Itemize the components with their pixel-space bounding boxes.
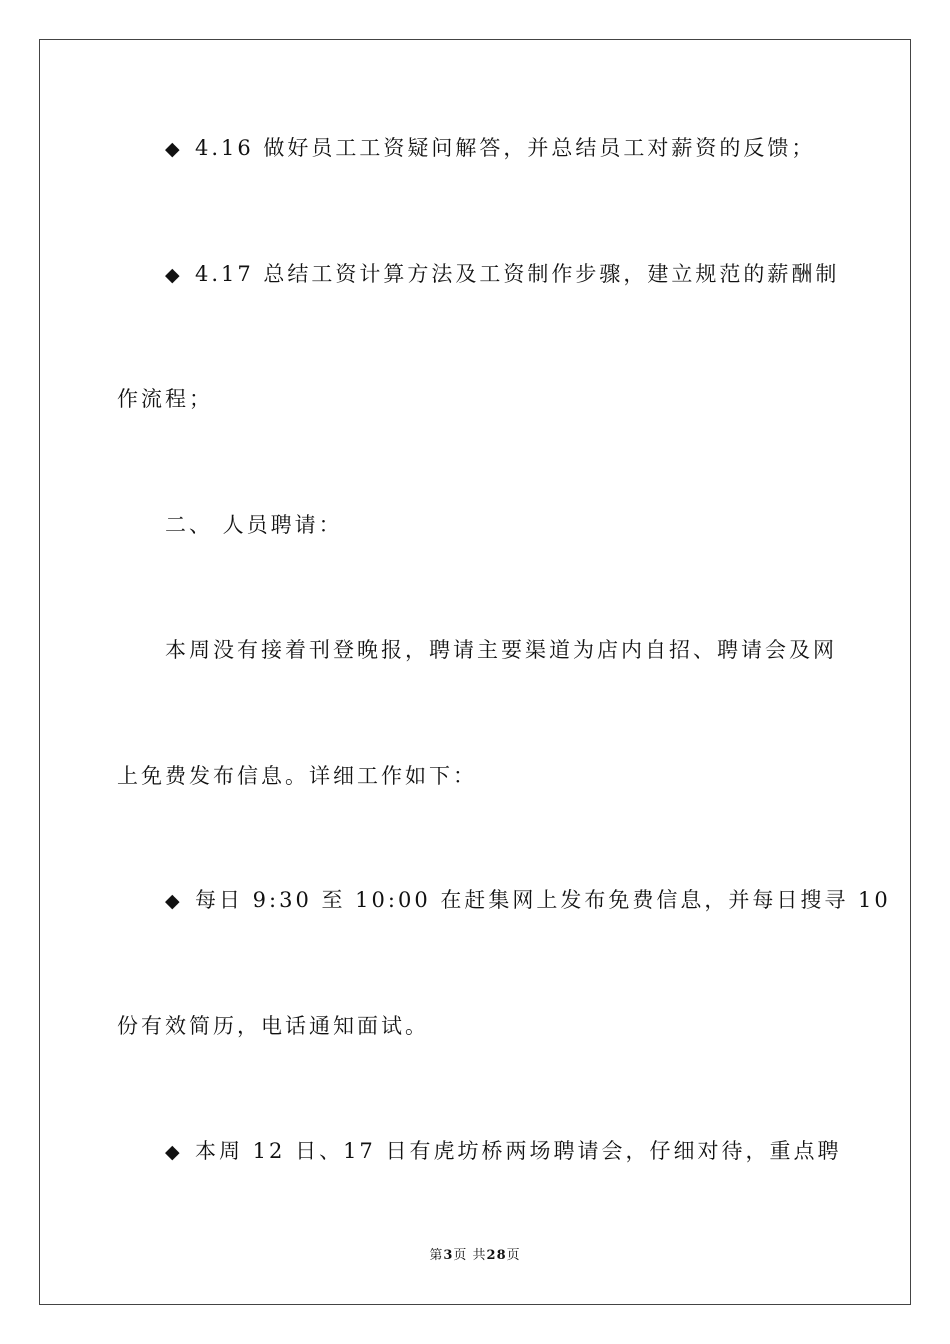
diamond-bullet-icon: ◆ (165, 1141, 183, 1163)
footer-mid: 页 共 (453, 1248, 487, 1263)
text-line (117, 762, 837, 790)
text-line (117, 1012, 837, 1040)
heading-text: 二、 人员聘请： (165, 513, 343, 537)
diamond-bullet-icon: ◆ (165, 890, 183, 912)
bullet-line-daily (165, 886, 891, 915)
bullet-line-job-fair (165, 1137, 885, 1166)
page-frame (39, 39, 911, 1305)
line-text: 上免费发布信息。详细工作如下： (117, 764, 477, 788)
line-text: 每日 9:30 至 10:00 在赶集网上发布免费信息，并每日搜寻 10 (195, 888, 891, 912)
page-footer (0, 1248, 950, 1264)
paragraph-line (165, 636, 885, 664)
text-line (117, 385, 837, 413)
line-text: 份有效简历，电话通知面试。 (117, 1014, 429, 1038)
bullet-line-4-17 (165, 260, 885, 289)
line-text: 4.16 做好员工工资疑问解答，并总结员工对薪资的反馈； (195, 136, 816, 160)
footer-suffix: 页 (506, 1248, 521, 1263)
line-text: 本周没有接着刊登晚报，聘请主要渠道为店内自招、聘请会及网 (165, 638, 837, 662)
diamond-bullet-icon: ◆ (165, 264, 183, 286)
section-heading (165, 511, 885, 539)
current-page-number: 3 (443, 1248, 454, 1263)
line-text: 作流程； (117, 387, 213, 411)
diamond-bullet-icon: ◆ (165, 138, 183, 160)
total-page-number: 28 (486, 1248, 507, 1263)
footer-prefix: 第 (429, 1248, 444, 1263)
line-text: 4.17 总结工资计算方法及工资制作步骤，建立规范的薪酬制 (195, 262, 840, 286)
bullet-line-4-16 (165, 134, 885, 163)
line-text: 本周 12 日、17 日有虎坊桥两场聘请会，仔细对待，重点聘 (195, 1139, 842, 1163)
